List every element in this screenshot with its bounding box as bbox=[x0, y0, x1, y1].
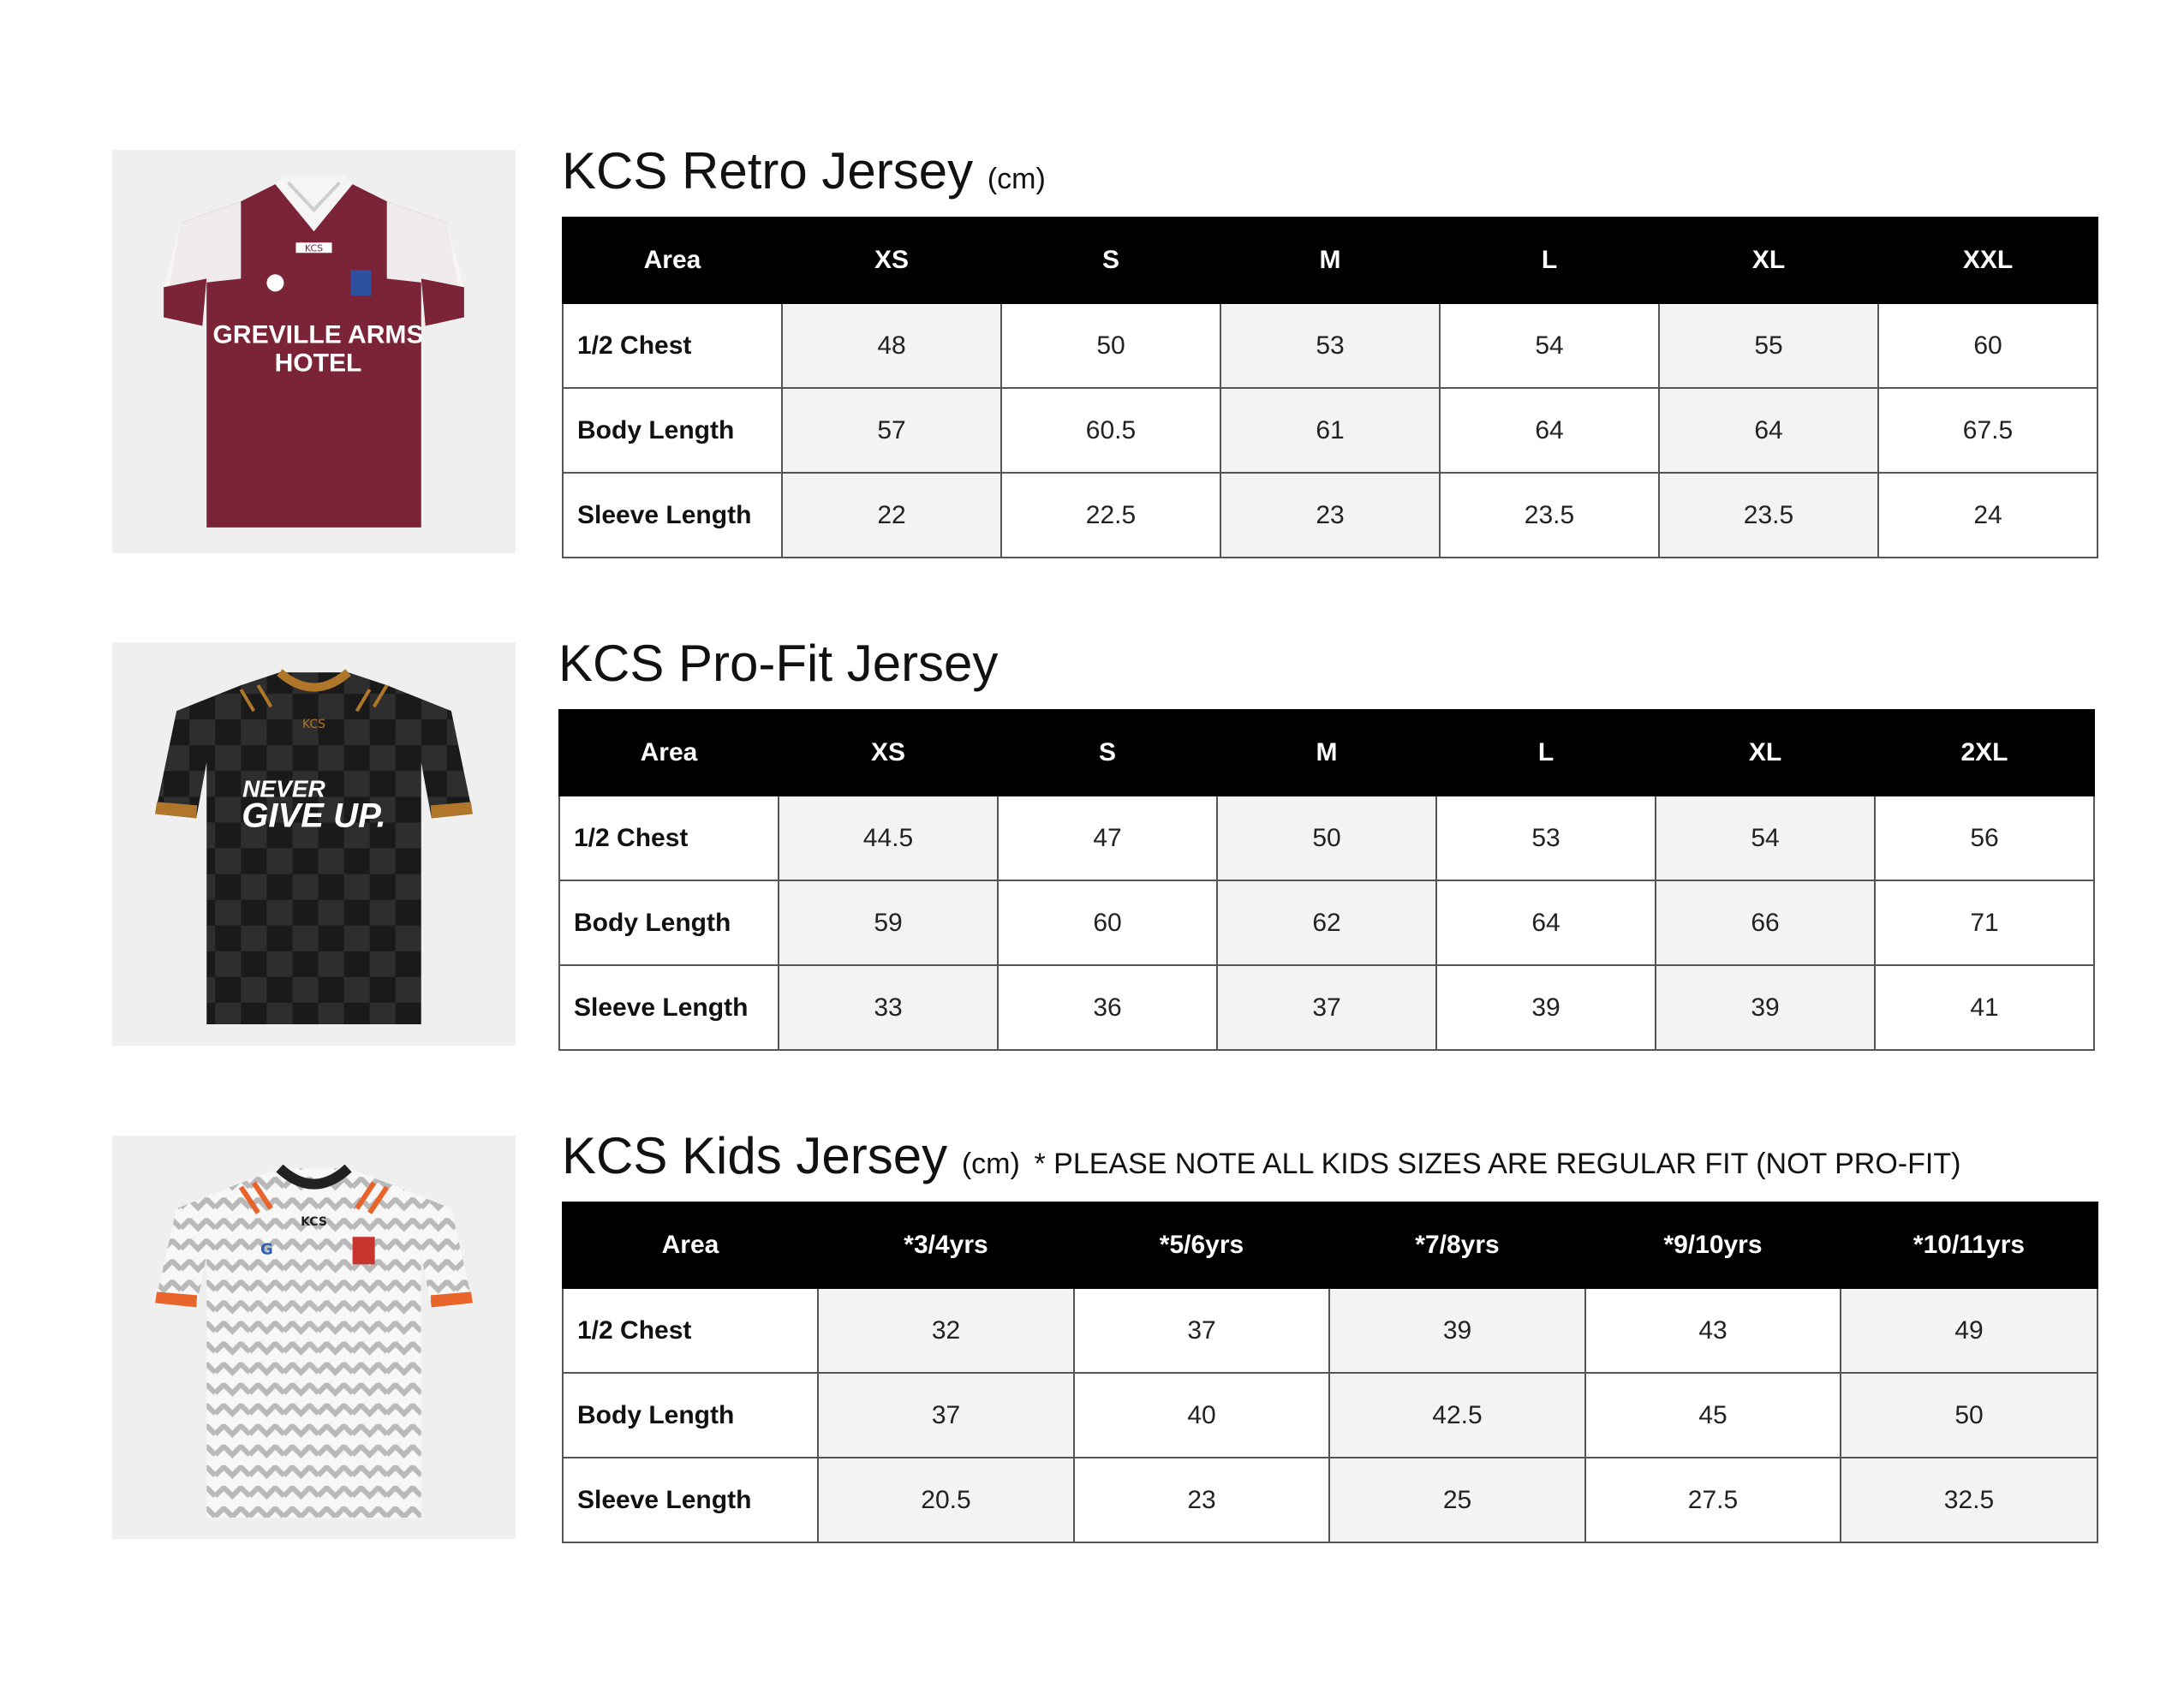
profit-jersey-image bbox=[112, 642, 516, 1046]
photo-retro-jersey bbox=[112, 150, 516, 553]
column-header: S bbox=[1001, 218, 1220, 303]
column-header: *5/6yrs bbox=[1074, 1202, 1329, 1288]
column-header: XL bbox=[1656, 710, 1875, 796]
row-label: Sleeve Length bbox=[563, 473, 782, 558]
column-header: *7/8yrs bbox=[1329, 1202, 1585, 1288]
title-text: KCS Kids Jersey bbox=[562, 1127, 948, 1184]
table-cell: 61 bbox=[1220, 388, 1440, 473]
table-cell: 32 bbox=[818, 1288, 1074, 1373]
column-header: S bbox=[998, 710, 1217, 796]
column-header: Area bbox=[563, 218, 782, 303]
table-cell: 37 bbox=[1074, 1288, 1329, 1373]
table-row bbox=[559, 880, 2094, 965]
table-cell: 71 bbox=[1875, 880, 2094, 965]
table-cell: 37 bbox=[1217, 965, 1436, 1050]
table-cell: 36 bbox=[998, 965, 1217, 1050]
table-cell: 39 bbox=[1329, 1288, 1585, 1373]
table-header-row bbox=[559, 710, 2094, 796]
retro-print-line2: HOTEL bbox=[274, 349, 362, 378]
table-cell: 39 bbox=[1436, 965, 1656, 1050]
column-header: Area bbox=[563, 1202, 818, 1288]
table-row bbox=[563, 388, 2097, 473]
table-cell: 48 bbox=[782, 303, 1001, 388]
table-cell: 43 bbox=[1585, 1288, 1841, 1373]
size-table-profit bbox=[558, 709, 2095, 1051]
fit-note: * PLEASE NOTE ALL KIDS SIZES ARE REGULAR FIT (NOT PRO-FIT) bbox=[1034, 1148, 1961, 1180]
retro-print-line1: GREVILLE ARMS bbox=[212, 320, 424, 349]
table-cell: 53 bbox=[1436, 796, 1656, 880]
table-cell: 64 bbox=[1659, 388, 1878, 473]
table-row bbox=[563, 1288, 2097, 1373]
column-header: XS bbox=[782, 218, 1001, 303]
row-label: Body Length bbox=[563, 388, 782, 473]
svg-text:KCS: KCS bbox=[301, 718, 326, 732]
table-cell: 45 bbox=[1585, 1373, 1841, 1458]
column-header: Area bbox=[559, 710, 779, 796]
table-cell: 33 bbox=[779, 965, 998, 1050]
table-cell: 41 bbox=[1875, 965, 2094, 1050]
svg-text:KCS: KCS bbox=[301, 1215, 327, 1230]
table-cell: 25 bbox=[1329, 1458, 1585, 1542]
column-header: M bbox=[1220, 218, 1440, 303]
column-header: XS bbox=[779, 710, 998, 796]
row-label: 1/2 Chest bbox=[563, 1288, 818, 1373]
table-cell: 55 bbox=[1659, 303, 1878, 388]
table-cell: 23.5 bbox=[1440, 473, 1659, 558]
column-header: *9/10yrs bbox=[1585, 1202, 1841, 1288]
svg-text:KCS: KCS bbox=[304, 242, 324, 254]
row-label: 1/2 Chest bbox=[559, 796, 779, 880]
table-cell: 22 bbox=[782, 473, 1001, 558]
column-header: 2XL bbox=[1875, 710, 2094, 796]
table-row bbox=[563, 1458, 2097, 1542]
table-cell: 66 bbox=[1656, 880, 1875, 965]
profit-print-line2: GIVE UP. bbox=[242, 796, 386, 835]
table-cell: 59 bbox=[779, 880, 998, 965]
table-cell: 62 bbox=[1217, 880, 1436, 965]
table-cell: 49 bbox=[1841, 1288, 2097, 1373]
table-cell: 67.5 bbox=[1878, 388, 2097, 473]
retro-jersey-image bbox=[112, 150, 516, 553]
column-header: M bbox=[1217, 710, 1436, 796]
photo-profit-jersey bbox=[112, 642, 516, 1046]
table-cell: 50 bbox=[1841, 1373, 2097, 1458]
table-cell: 40 bbox=[1074, 1373, 1329, 1458]
size-table-retro bbox=[562, 217, 2098, 558]
table-cell: 64 bbox=[1440, 388, 1659, 473]
table-cell: 60.5 bbox=[1001, 388, 1220, 473]
kids-jersey-image bbox=[112, 1136, 516, 1539]
table-cell: 32.5 bbox=[1841, 1458, 2097, 1542]
table-cell: 23 bbox=[1074, 1458, 1329, 1542]
table-cell: 20.5 bbox=[818, 1458, 1074, 1542]
table-row bbox=[563, 473, 2097, 558]
table-cell: 57 bbox=[782, 388, 1001, 473]
size-table-kids bbox=[562, 1202, 2098, 1543]
table-row bbox=[559, 796, 2094, 880]
column-header: *3/4yrs bbox=[818, 1202, 1074, 1288]
table-cell: 50 bbox=[1217, 796, 1436, 880]
table-cell: 23.5 bbox=[1659, 473, 1878, 558]
table-cell: 54 bbox=[1656, 796, 1875, 880]
title-text: KCS Retro Jersey bbox=[562, 142, 974, 200]
title-retro-jersey bbox=[562, 142, 1046, 205]
table-header-row bbox=[563, 218, 2097, 303]
row-label: Body Length bbox=[563, 1373, 818, 1458]
row-label: Sleeve Length bbox=[563, 1458, 818, 1542]
table-cell: 37 bbox=[818, 1373, 1074, 1458]
table-row bbox=[563, 303, 2097, 388]
table-header-row bbox=[563, 1202, 2097, 1288]
title-text: KCS Pro-Fit Jersey bbox=[558, 635, 999, 692]
table-cell: 24 bbox=[1878, 473, 2097, 558]
column-header: XXL bbox=[1878, 218, 2097, 303]
column-header: L bbox=[1436, 710, 1656, 796]
photo-kids-jersey bbox=[112, 1136, 516, 1539]
table-cell: 54 bbox=[1440, 303, 1659, 388]
row-label: 1/2 Chest bbox=[563, 303, 782, 388]
column-header: L bbox=[1440, 218, 1659, 303]
profit-print-line1: NEVER bbox=[242, 775, 325, 802]
table-row bbox=[559, 965, 2094, 1050]
title-kids-jersey bbox=[562, 1127, 1961, 1190]
table-cell: 22.5 bbox=[1001, 473, 1220, 558]
row-label: Body Length bbox=[559, 880, 779, 965]
table-cell: 50 bbox=[1001, 303, 1220, 388]
column-header: *10/11yrs bbox=[1841, 1202, 2097, 1288]
title-unit: (cm) bbox=[987, 163, 1046, 195]
table-cell: 23 bbox=[1220, 473, 1440, 558]
table-cell: 42.5 bbox=[1329, 1373, 1585, 1458]
table-cell: 44.5 bbox=[779, 796, 998, 880]
table-cell: 56 bbox=[1875, 796, 2094, 880]
table-cell: 39 bbox=[1656, 965, 1875, 1050]
svg-text:G: G bbox=[260, 1240, 273, 1259]
column-header: XL bbox=[1659, 218, 1878, 303]
table-cell: 27.5 bbox=[1585, 1458, 1841, 1542]
title-profit-jersey bbox=[558, 635, 999, 692]
table-cell: 64 bbox=[1436, 880, 1656, 965]
title-unit: (cm) bbox=[961, 1148, 1020, 1180]
table-row bbox=[563, 1373, 2097, 1458]
table-cell: 53 bbox=[1220, 303, 1440, 388]
table-cell: 60 bbox=[998, 880, 1217, 965]
row-label: Sleeve Length bbox=[559, 965, 779, 1050]
table-cell: 47 bbox=[998, 796, 1217, 880]
table-cell: 60 bbox=[1878, 303, 2097, 388]
